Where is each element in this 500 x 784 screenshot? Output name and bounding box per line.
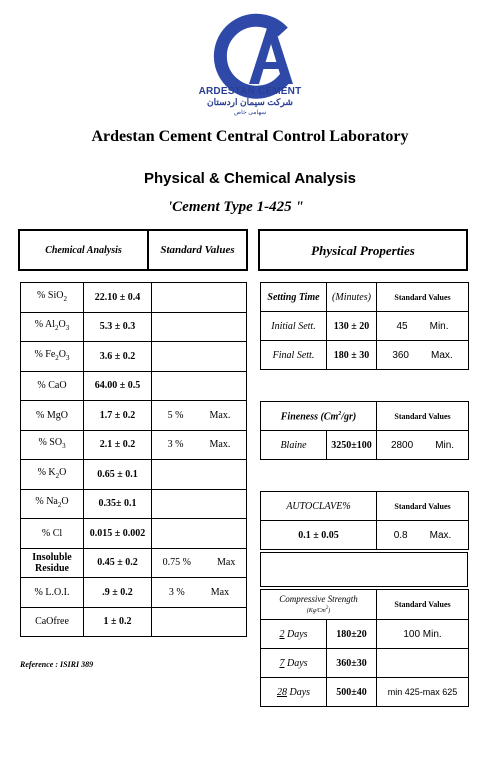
chem-row xyxy=(21,460,247,490)
chem-row xyxy=(21,283,247,313)
days-2-label: 2 Days xyxy=(261,620,327,649)
fineness-std-header: Standard Values xyxy=(377,402,469,431)
autoclave-table xyxy=(260,491,469,550)
initial-sett-value: 130 ± 20 xyxy=(327,312,377,341)
setting-time-table xyxy=(260,282,469,370)
compressive-label: Compressive Strength (Kg/Cm$^2$) xyxy=(261,590,377,620)
chem-standard xyxy=(152,489,247,519)
chemical-analysis-heading: Chemical Analysis xyxy=(19,230,148,270)
days-28-label: 28 Days xyxy=(261,678,327,707)
chem-value: 3.6 ± 0.2 xyxy=(84,342,152,372)
physical-properties-header xyxy=(258,229,468,271)
analysis-title: Physical & Chemical Analysis xyxy=(143,170,357,187)
chem-standard: 0.75 % Max xyxy=(152,548,247,578)
chem-value: 0.35± 0.1 xyxy=(84,489,152,519)
compressive-strength-table xyxy=(260,589,469,707)
physical-properties-heading: Physical Properties xyxy=(259,230,467,270)
final-sett-value: 180 ± 30 xyxy=(327,341,377,370)
chem-row xyxy=(21,371,247,401)
initial-sett-label: Initial Sett. xyxy=(261,312,327,341)
final-sett-label: Final Sett. xyxy=(261,341,327,370)
chem-row xyxy=(21,607,247,637)
chemical-analysis-table xyxy=(20,282,247,637)
chem-standard: 3 % Max. xyxy=(152,430,247,460)
final-sett-std: 360 Max. xyxy=(377,341,469,370)
autoclave-value: 0.1 ± 0.05 xyxy=(261,521,377,550)
chem-name: % $Na_2O$ xyxy=(21,489,84,519)
brand-name-fa: شرکت سیمان اردستان xyxy=(207,97,293,107)
setting-std-header: Standard Values xyxy=(377,283,469,312)
chem-value: .9 ± 0.2 xyxy=(84,578,152,608)
compressive-std-header: Standard Values xyxy=(377,590,469,620)
fineness-label: Fineness (Cm$^2$/gr) xyxy=(261,402,377,431)
days-2-std: 100 Min. xyxy=(377,620,469,649)
chem-row xyxy=(21,430,247,460)
blank-box xyxy=(260,552,468,587)
brand-subtitle-fa: سهامی خاص xyxy=(233,110,267,116)
chem-row xyxy=(21,519,247,549)
days-28-value: 500±40 xyxy=(327,678,377,707)
days-28-std: min 425-max 625 xyxy=(377,678,469,707)
chem-standard xyxy=(152,519,247,549)
chem-value: 0.015 ± 0.002 xyxy=(84,519,152,549)
chem-row xyxy=(21,342,247,372)
chem-name: % $Fe_2O_3$ xyxy=(21,342,84,372)
brand-name-en: ARDESTAN CEMENT xyxy=(198,86,302,97)
chem-name: % MgO xyxy=(21,401,84,431)
chem-row xyxy=(21,312,247,342)
chem-name: % $Al_2O_3$ xyxy=(21,312,84,342)
chem-standard xyxy=(152,283,247,313)
chem-row xyxy=(21,578,247,608)
chem-standard xyxy=(152,342,247,372)
chem-standard xyxy=(152,371,247,401)
chem-name: % L.O.I. xyxy=(21,578,84,608)
chem-standard xyxy=(152,312,247,342)
chem-row xyxy=(21,401,247,431)
chem-value: 1.7 ± 0.2 xyxy=(84,401,152,431)
reference-note: Reference : ISIRI 389 xyxy=(20,660,94,669)
days-2-value: 180±20 xyxy=(327,620,377,649)
setting-time-unit: (Minutes) xyxy=(327,283,377,312)
blaine-value: 3250±100 xyxy=(327,431,377,460)
blaine-std: 2800 Min. xyxy=(377,431,469,460)
chem-value: 1 ± 0.2 xyxy=(84,607,152,637)
chem-name: % CaO xyxy=(21,371,84,401)
autoclave-std-header: Standard Values xyxy=(377,492,469,521)
standard-values-heading: Standard Values xyxy=(148,230,247,270)
chem-row xyxy=(21,489,247,519)
chem-value: 2.1 ± 0.2 xyxy=(84,430,152,460)
cement-type: 'Cement Type 1-425 " xyxy=(168,199,304,215)
chem-value: 5.3 ± 0.3 xyxy=(84,312,152,342)
autoclave-label: AUTOCLAVE% xyxy=(261,492,377,521)
chemical-analysis-header xyxy=(18,229,248,271)
chem-name: Insoluble Residue xyxy=(21,548,84,578)
chem-standard: 3 % Max xyxy=(152,578,247,608)
chem-name: % SiO$_2$ xyxy=(21,283,84,313)
chem-value: 64.00 ± 0.5 xyxy=(84,371,152,401)
autoclave-std: 0.8 Max. xyxy=(377,521,469,550)
chem-name: % $SO_3$ xyxy=(21,430,84,460)
days-7-value: 360±30 xyxy=(327,649,377,678)
chem-value: 22.10 ± 0.4 xyxy=(84,283,152,313)
chem-value: 0.65 ± 0.1 xyxy=(84,460,152,490)
chem-row xyxy=(21,548,247,578)
setting-time-label: Setting Time xyxy=(261,283,327,312)
chem-name: % Cl xyxy=(21,519,84,549)
chem-standard xyxy=(152,460,247,490)
days-7-label: 7 Days xyxy=(261,649,327,678)
chem-standard xyxy=(152,607,247,637)
initial-sett-std: 45 Min. xyxy=(377,312,469,341)
chem-name: CaOfree xyxy=(21,607,84,637)
lab-title: Ardestan Cement Central Control Laboratory xyxy=(91,128,409,145)
chem-name: % $K_2O$ xyxy=(21,460,84,490)
chem-standard: 5 % Max. xyxy=(152,401,247,431)
days-7-std xyxy=(377,649,469,678)
fineness-table xyxy=(260,401,469,460)
blaine-label: Blaine xyxy=(261,431,327,460)
chem-value: 0.45 ± 0.2 xyxy=(84,548,152,578)
